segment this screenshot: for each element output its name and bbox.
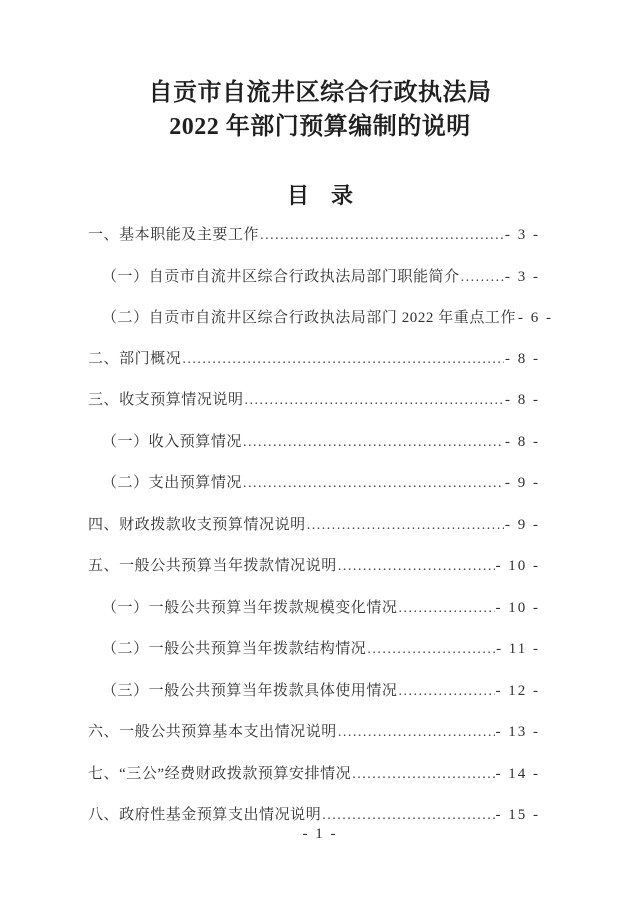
toc-entry-page: - 3 - (505, 268, 540, 285)
toc-entry-label: （一）收入预算情况 (102, 433, 242, 450)
toc-entry-11[interactable] (88, 641, 540, 659)
toc-entry-page: - 3 - (505, 227, 540, 243)
toc-leader-dots (182, 351, 504, 369)
toc-entry-14[interactable] (88, 766, 540, 784)
toc-entry-label: 二、部门概况 (88, 350, 182, 367)
toc-entry-label: （二）支出预算情况 (102, 475, 242, 491)
toc-entry-page: - 10 - (495, 599, 540, 616)
toc-entry-10[interactable] (88, 600, 540, 618)
toc-entry-1[interactable] (88, 227, 540, 245)
toc-leader-dots (461, 269, 504, 287)
document-title (0, 76, 640, 144)
toc-leader-dots (398, 600, 494, 618)
toc-entry-label: 四、财政拨款收支预算情况说明 (88, 516, 306, 533)
toc-leader-dots (352, 766, 494, 784)
toc-entry-label: 六、一般公共预算基本支出情况说明 (88, 724, 337, 740)
toc-entry-page: - 10 - (495, 558, 540, 574)
toc-entry-page: - 11 - (496, 641, 540, 657)
toc-leader-dots (398, 683, 494, 701)
toc-entry-label: 八、政府性基金预算支出情况说明 (88, 807, 322, 823)
toc-entry-label: 七、“三公”经费财政拨款预算安排情况 (88, 765, 352, 782)
toc-leader-dots (338, 558, 495, 576)
toc-entry-12[interactable] (88, 683, 540, 701)
page-number-footer: - 1 - (302, 826, 338, 842)
toc-entry-page: - 12 - (495, 682, 540, 699)
toc-entry-7[interactable] (88, 475, 540, 493)
toc-leader-dots (243, 475, 504, 493)
toc-entry-label: 一、基本职能及主要工作 (88, 227, 260, 243)
document-title-line2: 2022 年部门预算编制的说明 (169, 114, 471, 140)
toc-leader-dots (260, 227, 504, 245)
toc-entry-label: （一）一般公共预算当年拨款规模变化情况 (102, 599, 398, 616)
toc-leader-dots (322, 807, 494, 825)
toc-entry-page: - 9 - (505, 516, 540, 533)
toc-entry-8[interactable] (88, 517, 540, 535)
toc-entry-page: - 6 - (518, 310, 554, 326)
toc-entry-13[interactable] (88, 724, 540, 742)
toc-heading: 目 录 (286, 183, 353, 208)
toc-entry-5[interactable] (88, 392, 540, 410)
toc-entry-page: - 8 - (505, 350, 540, 367)
toc-entry-9[interactable] (88, 558, 540, 576)
toc-entry-3[interactable] (88, 310, 554, 327)
table-of-contents (0, 227, 640, 825)
toc-entry-label: （二）一般公共预算当年拨款结构情况 (102, 641, 367, 657)
toc-entry-label: 三、收支预算情况说明 (88, 392, 244, 408)
toc-entry-label: 五、一般公共预算当年拨款情况说明 (88, 558, 337, 574)
toc-entry-page: - 9 - (505, 475, 540, 491)
toc-leader-dots (367, 641, 495, 659)
toc-entry-15[interactable] (88, 807, 540, 825)
toc-entry-6[interactable] (88, 434, 540, 452)
toc-entry-label: （一）自贡市自流井区综合行政执法局部门职能简介 (102, 268, 460, 285)
toc-entry-page: - 15 - (495, 807, 540, 823)
toc-entry-page: - 8 - (505, 433, 540, 450)
toc-entry-2[interactable] (88, 269, 540, 287)
toc-entry-label: （三）一般公共预算当年拨款具体使用情况 (102, 682, 398, 699)
document-title-line1: 自贡市自流井区综合行政执法局 (148, 80, 492, 106)
toc-leader-dots (243, 434, 504, 452)
toc-entry-page: - 8 - (505, 392, 540, 408)
toc-leader-dots (307, 517, 504, 535)
toc-entry-label: （二）自贡市自流井区综合行政执法局部门 2022 年重点工作 (102, 310, 517, 326)
toc-entry-page: - 14 - (495, 765, 540, 782)
toc-entry-page: - 13 - (495, 724, 540, 740)
toc-entry-4[interactable] (88, 351, 540, 369)
toc-leader-dots (338, 724, 495, 742)
toc-leader-dots (245, 392, 504, 410)
